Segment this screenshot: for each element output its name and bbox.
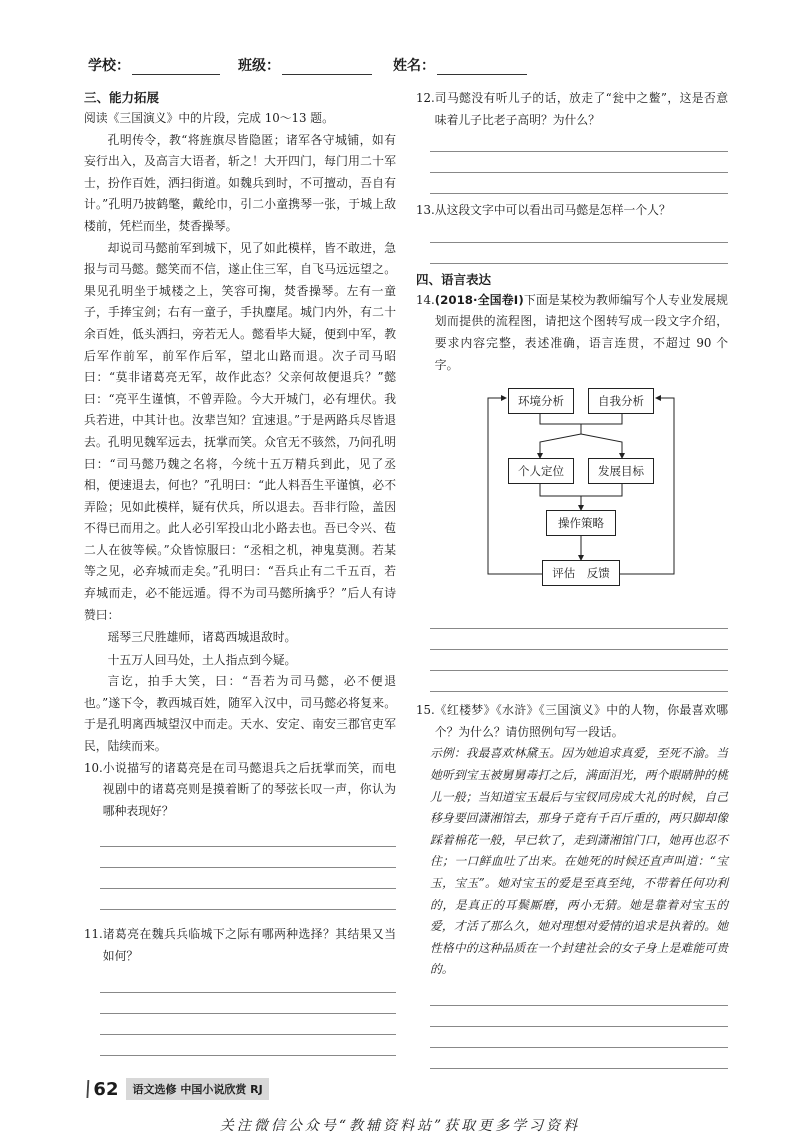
passage-closing: 言讫，拍手大笑，曰：“吾若为司马懿，必不便退也。”遂下令，教西城百姓，随军入汉中，司马懿必将复来。于是孔明离西城望汉中而走。天水、安定、南安三郡官吏军民，陆续而来。 [84,674,396,754]
answer-line[interactable] [430,650,728,671]
book-title-tag: 语文选修 中国小说欣赏 RJ [126,1078,268,1100]
answer-line[interactable] [100,1035,396,1056]
answer-line[interactable] [430,131,728,152]
answer-line[interactable] [430,671,728,692]
question-13 [416,200,728,222]
answer-line[interactable] [100,868,396,889]
name-blank [437,59,527,75]
section-title-language: 四、语言表达 [416,271,492,287]
student-info-header [88,55,728,79]
question-14-number: 14. [416,292,435,307]
answer-line[interactable] [430,243,728,264]
question-13-text: 从这段文字中可以看出司马懿是怎样一个人？ [434,203,671,218]
page-number: 62 [93,1078,119,1100]
answer-line[interactable] [430,1027,728,1048]
flow-node-strategy: 操作策略 [546,510,616,536]
answer-line[interactable] [430,985,728,1006]
answer-line[interactable] [430,1048,728,1069]
left-column [84,88,396,1056]
answer-line[interactable] [100,972,396,993]
question-11-number: 11. [84,927,103,942]
question-15-text: 《红楼梦》《水浒》《三国演义》中的人物，你最喜欢哪个？为什么？请仿照例句写一段话。 [434,703,728,739]
name-field[interactable] [393,55,527,75]
question-13-number: 13. [416,203,435,218]
question-10-text: 小说描写的诸葛亮是在司马懿退兵之后抚掌而笑，而电视剧中的诸葛亮则是摸着断了的琴弦长叹一声，你认为哪种表现好？ [102,760,396,818]
question-14-source: (2018·全国卷Ⅰ) [434,292,524,307]
question-15-number: 15. [416,703,435,718]
class-blank [282,59,372,75]
class-label: 班级： [238,58,280,74]
poem-line-2: 十五万人回马处，土人指点到今疑。 [107,652,297,667]
question-11 [84,924,396,967]
question-12 [416,88,728,131]
page-footer [79,1076,269,1102]
school-field[interactable] [88,55,220,75]
right-column [416,88,728,1069]
answer-line[interactable] [100,889,396,910]
answer-line[interactable] [430,173,728,194]
class-field[interactable] [238,55,372,75]
flow-node-self: 自我分析 [588,388,654,414]
flow-node-position: 个人定位 [508,458,574,484]
flow-node-env: 环境分析 [508,388,574,414]
answer-line[interactable] [430,608,728,629]
answer-line[interactable] [100,847,396,868]
passage-paragraph-1: 孔明传令，教“将旌旗尽皆隐匿；诸军各守城铺，如有妄行出入，及高言大语者，斩之！大开四门，每门用二十军士，扮作百姓，洒扫街道。如魏兵到时，不可擅动，吾自有计。”孔明乃披鹤氅，戴纶巾，引二小童携琴一张，于城上敌楼前，凭栏而坐，焚香操琴。 [84,132,396,233]
question-14-prompt: 下面是某校为教师编写个人专业发展规划而提供的流程图，请把这个图转写成一段文字介绍，要求内容完整，表述准确，语言连贯，不超过 90 个字。 [434,292,728,372]
question-10 [84,758,396,823]
promo-handwritten-note: 关注微信公众号“教辅资料站”获取更多学习资料 [219,1118,581,1134]
question-12-number: 12. [416,91,435,105]
flowchart [486,384,676,604]
question-15 [416,700,728,743]
flow-node-evaluate: 评估 反馈 [542,560,620,586]
answer-line[interactable] [100,826,396,847]
question-12-text: 司马懿没有听儿子的话，放走了“瓮中之鳖”，这是否意味着儿子比老子高明？为什么？ [434,91,728,127]
question-14 [416,290,728,376]
school-label: 学校： [88,58,130,74]
answer-line[interactable] [430,1006,728,1027]
school-blank [132,59,220,75]
question-14-text [435,290,728,376]
answer-line[interactable] [430,629,728,650]
section-title-ability: 三、能力拓展 [84,90,160,105]
name-label: 姓名： [393,58,435,74]
poem-line-1: 瑶琴三尺胜雄师，诸葛西城退敌时。 [107,630,297,645]
flow-node-goal: 发展目标 [588,458,654,484]
passage-paragraph-2: 却说司马懿前军到城下，见了如此模样，皆不敢进，急报与司马懿。懿笑而不信，遂止住三军，自飞马远远望之。果见孔明坐于城楼之上，笑容可掬，焚香操琴。左有一童子，手捧宝剑；右有一童子，手执麈尾。城门内外，有二十余百姓，低头洒扫，旁若无人。懿看毕大疑，便到中军，教后军作前军，前军作后军，望北山路而退。次子司马昭曰：“莫非诸葛亮无军，故作此态？父亲何故便退兵？”懿曰：“亮平生谨慎，不曾弄险。今大开城门，必有埋伏。我兵若进，中其计也。汝辈岂知？宜速退。”于是两路兵尽皆退去。孔明见魏军远去，抚掌而笑。众官无不骇然，乃问孔明曰：“司马懿乃魏之名将，今统十五万精兵到此，见了丞相，便速退去，何也？”孔明曰：“此人料吾生平谨慎，必不弄险；见如此模样，疑有伏兵，所以退去。吾非行险，盖因不得已而用之。此人必引军投山北小路去也。吾已令兴、苞二人在彼等候。”众皆惊服曰：“丞相之机，神鬼莫测。若某等之见，必弃城而走矣。”孔明曰：“吾兵止有二千五百，若弃城而走，必不能远遁。得不为司马懿所擒乎？”后人有诗赞曰： [84,240,396,622]
answer-line[interactable] [430,152,728,173]
answer-line[interactable] [100,1014,396,1035]
page-slash-mark: \ [79,1076,96,1102]
answer-line[interactable] [100,993,396,1014]
question-11-text: 诸葛亮在魏兵兵临城下之际有哪两种选择？其结果又当如何？ [102,927,396,963]
answer-line[interactable] [430,222,728,243]
question-15-example: 示例：我最喜欢林黛玉。因为她追求真爱，至死不渝。当她听到宝玉被舅舅毒打之后，满面泪光，两个眼睛肿的桃儿一般；当知道宝玉最后与宝钗同房成大礼的时候，自己移身要回潇湘馆去，那身子竟有千百斤重的，两只脚却像踩着棉花一般，早已软了，走到潇湘馆门口，她再也忍不住；一口鲜血吐了出来。在她死的时候还直声叫道：“宝玉，宝玉”。她对宝玉的爱是至真至纯，不带着任何功利的，是真正的耳鬓厮磨，两小无猜。她是靠着对宝玉的爱，才活了那么久，她对理想对爱情的追求是执着的。她性格中的这种品质在一个封建社会的女子身上是难能可贵的。 [430,746,728,977]
question-10-number: 10. [84,760,103,775]
reading-intro: 阅读《三国演义》中的片段，完成 10～13 题。 [84,111,334,125]
